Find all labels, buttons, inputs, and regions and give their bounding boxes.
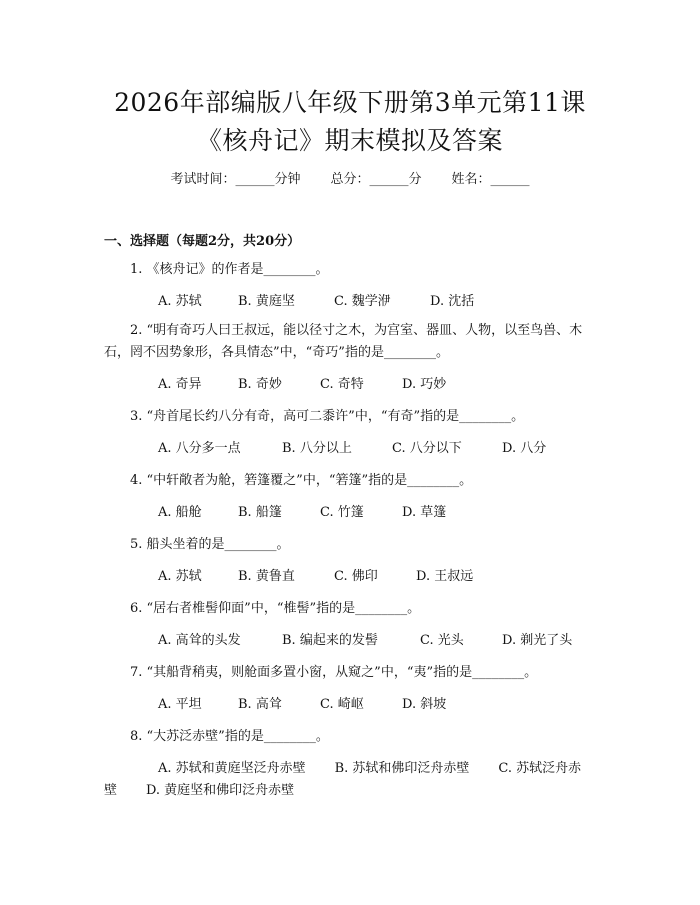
option-b[interactable]: B. 苏轼和佛印泛舟赤壁 — [334, 761, 470, 776]
question-stem: 2. “明有奇巧人曰王叔远，能以径寸之木，为宫室、器皿、人物，以至鸟兽、木石，罔不因势象形，各具情态”中，“奇巧”指的是________。 — [104, 323, 583, 360]
option-d[interactable]: D. 草篷 — [402, 505, 447, 520]
option-b[interactable]: B. 八分以上 — [282, 441, 352, 456]
option-a[interactable]: A. 高耸的头发 — [158, 633, 241, 648]
option-b[interactable]: B. 编起来的发髻 — [282, 633, 378, 648]
question-7-options — [104, 694, 604, 716]
exam-meta — [0, 168, 700, 187]
option-c[interactable]: C. 奇特 — [320, 377, 364, 392]
option-c[interactable]: C. 光头 — [420, 633, 464, 648]
question-6 — [104, 598, 604, 620]
option-a[interactable]: A. 苏轼 — [158, 569, 202, 584]
option-d[interactable]: D. 八分 — [502, 441, 547, 456]
exam-time-field[interactable]: 考试时间：______分钟 — [170, 172, 301, 187]
option-a[interactable]: A. 苏轼 — [158, 294, 202, 309]
question-stem: 6. “居右者椎髻仰面”中，“椎髻”指的是________。 — [130, 601, 421, 616]
option-d[interactable]: D. 沈括 — [430, 294, 475, 309]
question-4-options — [104, 502, 604, 524]
option-c[interactable]: C. 竹篷 — [320, 505, 364, 520]
question-5 — [104, 534, 604, 556]
option-d[interactable]: D. 王叔远 — [416, 569, 474, 584]
question-stem: 3. “舟首尾长约八分有奇，高可二黍许”中，“有奇”指的是________。 — [130, 409, 525, 424]
option-a[interactable]: A. 船舱 — [158, 505, 202, 520]
option-c[interactable]: C. 魏学洢 — [334, 294, 391, 309]
option-c[interactable]: C. 佛印 — [334, 569, 378, 584]
option-d[interactable]: D. 剃光了头 — [502, 633, 573, 648]
option-a[interactable]: A. 苏轼和黄庭坚泛舟赤壁 — [158, 761, 306, 776]
question-1-options — [104, 291, 604, 313]
question-stem: 7. “其船背稍夷，则舱面多置小窗，从窥之”中，“夷”指的是________。 — [130, 665, 538, 680]
option-b[interactable]: B. 黄鲁直 — [238, 569, 295, 584]
question-stem: 4. “中轩敞者为舱，箬篷覆之”中，“箬篷”指的是________。 — [130, 473, 473, 488]
option-a[interactable]: A. 奇异 — [158, 377, 202, 392]
page-subtitle: 《核舟记》期末模拟及答案 — [196, 126, 503, 155]
total-score-field[interactable]: 总分：______分 — [330, 172, 422, 187]
option-a[interactable]: A. 平坦 — [158, 697, 202, 712]
option-b[interactable]: B. 黄庭坚 — [238, 294, 295, 309]
question-1 — [104, 259, 604, 281]
option-b[interactable]: B. 船篷 — [238, 505, 282, 520]
option-d[interactable]: D. 黄庭坚和佛印泛舟赤壁 — [145, 783, 295, 798]
question-7 — [104, 662, 604, 684]
question-3-options — [104, 438, 604, 460]
question-4 — [104, 470, 604, 492]
option-d[interactable]: D. 斜坡 — [402, 697, 447, 712]
question-stem: 5. 船头坐着的是________。 — [130, 537, 290, 552]
question-2 — [104, 320, 604, 364]
option-b[interactable]: B. 奇妙 — [238, 377, 282, 392]
question-5-options — [104, 566, 604, 588]
question-8-options — [104, 758, 604, 802]
option-a[interactable]: A. 八分多一点 — [158, 441, 241, 456]
question-stem: 8. “大苏泛赤壁”指的是________。 — [130, 729, 329, 744]
student-name-field[interactable]: 姓名：______ — [451, 172, 530, 187]
section-heading: 一、选择题（每题2分，共20分） — [104, 234, 301, 249]
option-c[interactable]: C. 崎岖 — [320, 697, 364, 712]
question-3 — [104, 406, 604, 428]
option-d[interactable]: D. 巧妙 — [402, 377, 447, 392]
option-c[interactable]: C. 八分以下 — [392, 441, 462, 456]
question-6-options — [104, 630, 604, 652]
question-8 — [104, 726, 604, 748]
question-2-options — [104, 374, 604, 396]
question-stem: 1. 《核舟记》的作者是________。 — [130, 262, 329, 277]
page-title: 2026年部编版八年级下册第3单元第11课 — [114, 88, 586, 117]
option-b[interactable]: B. 高耸 — [238, 697, 282, 712]
option-c[interactable]: C. 苏轼泛舟赤壁 — [104, 761, 582, 798]
